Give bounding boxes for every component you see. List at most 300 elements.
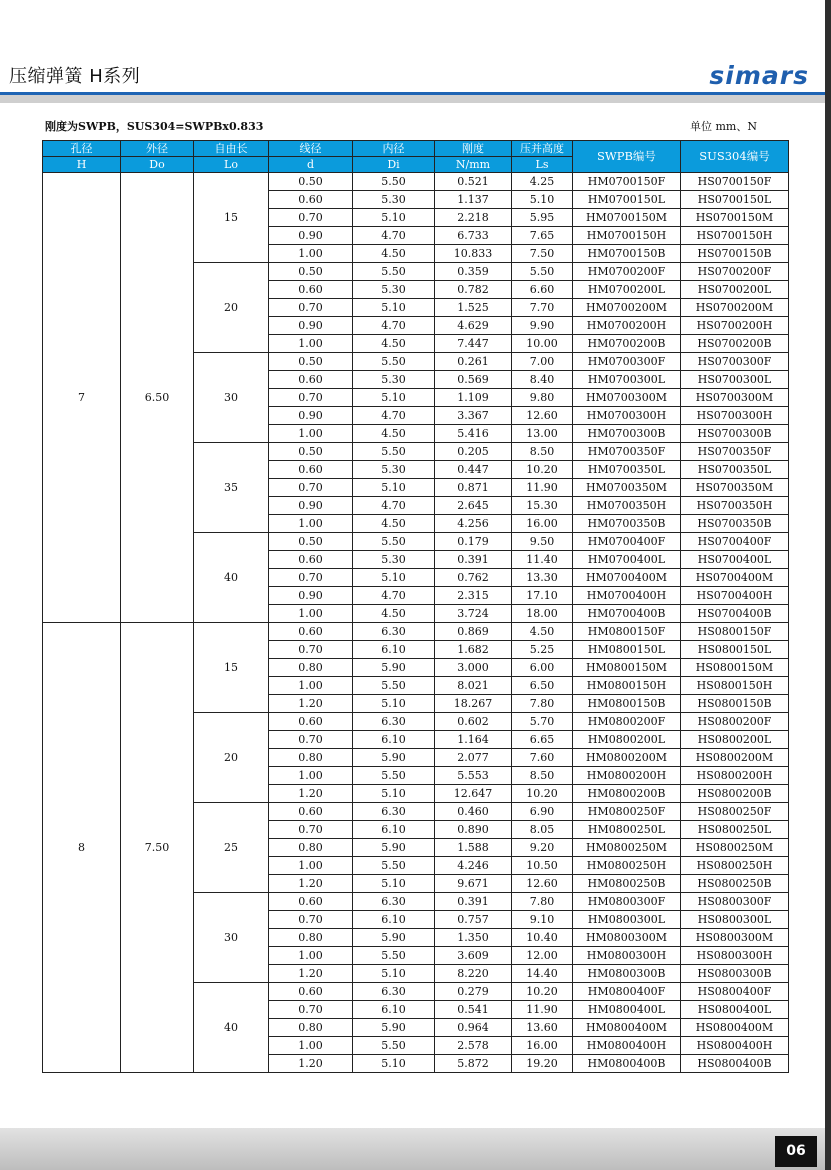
sus304-code-cell: HS0800250M xyxy=(681,839,789,857)
inner-diameter-cell: 5.90 xyxy=(353,659,435,677)
header-band xyxy=(0,95,825,103)
inner-diameter-cell: 5.10 xyxy=(353,299,435,317)
swpb-code-cell: HM0700150F xyxy=(573,173,681,191)
header-free-label: 自由长 xyxy=(194,141,269,157)
table-header xyxy=(43,141,789,173)
inner-diameter-cell: 6.30 xyxy=(353,623,435,641)
sus304-code-cell: HS0700150M xyxy=(681,209,789,227)
wire-diameter-cell: 0.70 xyxy=(269,821,353,839)
spring-rate-cell: 0.569 xyxy=(435,371,512,389)
inner-diameter-cell: 4.50 xyxy=(353,425,435,443)
spring-rate-cell: 1.164 xyxy=(435,731,512,749)
inner-diameter-cell: 5.10 xyxy=(353,1055,435,1073)
spring-rate-cell: 10.833 xyxy=(435,245,512,263)
wire-diameter-cell: 1.00 xyxy=(269,677,353,695)
spring-rate-cell: 0.521 xyxy=(435,173,512,191)
wire-diameter-cell: 1.00 xyxy=(269,245,353,263)
spring-rate-cell: 0.261 xyxy=(435,353,512,371)
spring-rate-cell: 0.391 xyxy=(435,551,512,569)
free-length-cell: 20 xyxy=(194,263,269,353)
swpb-code-cell: HM0800400H xyxy=(573,1037,681,1055)
swpb-code-cell: HM0800150F xyxy=(573,623,681,641)
wire-diameter-cell: 0.50 xyxy=(269,443,353,461)
spring-rate-cell: 1.682 xyxy=(435,641,512,659)
swpb-code-cell: HM0800400B xyxy=(573,1055,681,1073)
swpb-code-cell: HM0700150B xyxy=(573,245,681,263)
header-inner-label: 内径 xyxy=(353,141,435,157)
swpb-code-cell: HM0800250H xyxy=(573,857,681,875)
swpb-code-cell: HM0800250L xyxy=(573,821,681,839)
sus304-code-cell: HS0800400H xyxy=(681,1037,789,1055)
spring-rate-cell: 0.541 xyxy=(435,1001,512,1019)
solid-height-cell: 4.50 xyxy=(512,623,573,641)
inner-diameter-cell: 4.50 xyxy=(353,335,435,353)
sus304-code-cell: HS0800400B xyxy=(681,1055,789,1073)
swpb-code-cell: HM0700400B xyxy=(573,605,681,623)
swpb-code-cell: HM0800300M xyxy=(573,929,681,947)
solid-height-cell: 11.90 xyxy=(512,1001,573,1019)
spring-rate-cell: 4.256 xyxy=(435,515,512,533)
spring-rate-cell: 0.871 xyxy=(435,479,512,497)
inner-diameter-cell: 5.10 xyxy=(353,209,435,227)
inner-diameter-cell: 6.30 xyxy=(353,893,435,911)
spring-rate-cell: 1.350 xyxy=(435,929,512,947)
solid-height-cell: 16.00 xyxy=(512,515,573,533)
swpb-code-cell: HM0800300L xyxy=(573,911,681,929)
spring-rate-cell: 8.220 xyxy=(435,965,512,983)
solid-height-cell: 10.20 xyxy=(512,461,573,479)
hole-diameter-cell: 8 xyxy=(43,623,121,1073)
solid-height-cell: 5.70 xyxy=(512,713,573,731)
solid-height-cell: 6.65 xyxy=(512,731,573,749)
sus304-code-cell: HS0800250B xyxy=(681,875,789,893)
free-length-cell: 15 xyxy=(194,623,269,713)
solid-height-cell: 11.40 xyxy=(512,551,573,569)
page-number: 06 xyxy=(775,1136,817,1167)
swpb-code-cell: HM0700300B xyxy=(573,425,681,443)
solid-height-cell: 7.60 xyxy=(512,749,573,767)
swpb-code-cell: HM0700200H xyxy=(573,317,681,335)
sus304-code-cell: HS0800200B xyxy=(681,785,789,803)
wire-diameter-cell: 0.60 xyxy=(269,281,353,299)
solid-height-cell: 6.90 xyxy=(512,803,573,821)
free-length-cell: 25 xyxy=(194,803,269,893)
spring-rate-cell: 18.267 xyxy=(435,695,512,713)
wire-diameter-cell: 0.60 xyxy=(269,371,353,389)
wire-diameter-cell: 1.00 xyxy=(269,425,353,443)
wire-diameter-cell: 0.60 xyxy=(269,803,353,821)
header-rate-symbol: N/mm xyxy=(435,157,512,173)
spring-rate-cell: 5.872 xyxy=(435,1055,512,1073)
spring-rate-cell: 1.109 xyxy=(435,389,512,407)
wire-diameter-cell: 1.00 xyxy=(269,335,353,353)
wire-diameter-cell: 1.20 xyxy=(269,695,353,713)
sus304-code-cell: HS0700300L xyxy=(681,371,789,389)
page-footer xyxy=(0,1128,825,1170)
spring-rate-cell: 2.315 xyxy=(435,587,512,605)
swpb-code-cell: HM0700300H xyxy=(573,407,681,425)
wire-diameter-cell: 0.80 xyxy=(269,1019,353,1037)
sus304-code-cell: HS0700200F xyxy=(681,263,789,281)
spring-rate-cell: 0.205 xyxy=(435,443,512,461)
header-outer-label: 外径 xyxy=(121,141,194,157)
free-length-cell: 20 xyxy=(194,713,269,803)
swpb-code-cell: HM0800250F xyxy=(573,803,681,821)
spring-rate-cell: 6.733 xyxy=(435,227,512,245)
wire-diameter-cell: 0.70 xyxy=(269,641,353,659)
swpb-code-cell: HM0800150H xyxy=(573,677,681,695)
wire-diameter-cell: 0.70 xyxy=(269,569,353,587)
swpb-code-cell: HM0800400F xyxy=(573,983,681,1001)
solid-height-cell: 9.20 xyxy=(512,839,573,857)
swpb-code-cell: HM0800300F xyxy=(573,893,681,911)
sus304-code-cell: HS0700300M xyxy=(681,389,789,407)
right-edge-bar xyxy=(825,0,831,1170)
sus304-code-cell: HS0700200L xyxy=(681,281,789,299)
sus304-code-cell: HS0700400F xyxy=(681,533,789,551)
swpb-code-cell: HM0700350L xyxy=(573,461,681,479)
wire-diameter-cell: 1.20 xyxy=(269,785,353,803)
solid-height-cell: 6.60 xyxy=(512,281,573,299)
solid-height-cell: 12.60 xyxy=(512,407,573,425)
page-header xyxy=(0,55,825,95)
spring-rate-cell: 5.553 xyxy=(435,767,512,785)
inner-diameter-cell: 5.30 xyxy=(353,281,435,299)
wire-diameter-cell: 0.60 xyxy=(269,623,353,641)
swpb-code-cell: HM0700150L xyxy=(573,191,681,209)
spring-rate-cell: 1.588 xyxy=(435,839,512,857)
sus304-code-cell: HS0800150H xyxy=(681,677,789,695)
solid-height-cell: 13.30 xyxy=(512,569,573,587)
wire-diameter-cell: 0.90 xyxy=(269,407,353,425)
swpb-code-cell: HM0700400F xyxy=(573,533,681,551)
spring-rate-cell: 0.359 xyxy=(435,263,512,281)
wire-diameter-cell: 0.90 xyxy=(269,587,353,605)
inner-diameter-cell: 5.10 xyxy=(353,695,435,713)
sus304-code-cell: HS0800150L xyxy=(681,641,789,659)
header-wire-symbol: d xyxy=(269,157,353,173)
sus304-code-cell: HS0800200M xyxy=(681,749,789,767)
solid-height-cell: 6.00 xyxy=(512,659,573,677)
wire-diameter-cell: 1.00 xyxy=(269,857,353,875)
solid-height-cell: 8.40 xyxy=(512,371,573,389)
spring-rate-cell: 3.000 xyxy=(435,659,512,677)
wire-diameter-cell: 0.80 xyxy=(269,659,353,677)
wire-diameter-cell: 1.00 xyxy=(269,1037,353,1055)
solid-height-cell: 14.40 xyxy=(512,965,573,983)
inner-diameter-cell: 4.50 xyxy=(353,245,435,263)
sus304-code-cell: HS0800200H xyxy=(681,767,789,785)
wire-diameter-cell: 0.70 xyxy=(269,1001,353,1019)
wire-diameter-cell: 1.00 xyxy=(269,767,353,785)
spring-rate-cell: 0.964 xyxy=(435,1019,512,1037)
sus304-code-cell: HS0800300H xyxy=(681,947,789,965)
sus304-code-cell: HS0800300F xyxy=(681,893,789,911)
solid-height-cell: 16.00 xyxy=(512,1037,573,1055)
sus304-code-cell: HS0700150H xyxy=(681,227,789,245)
inner-diameter-cell: 4.50 xyxy=(353,605,435,623)
solid-height-cell: 8.50 xyxy=(512,767,573,785)
wire-diameter-cell: 0.90 xyxy=(269,317,353,335)
sus304-code-cell: HS0700200M xyxy=(681,299,789,317)
wire-diameter-cell: 0.80 xyxy=(269,839,353,857)
solid-height-cell: 10.00 xyxy=(512,335,573,353)
wire-diameter-cell: 0.80 xyxy=(269,749,353,767)
wire-diameter-cell: 1.00 xyxy=(269,605,353,623)
sus304-code-cell: HS0700350L xyxy=(681,461,789,479)
swpb-code-cell: HM0800200M xyxy=(573,749,681,767)
swpb-code-cell: HM0800150L xyxy=(573,641,681,659)
free-length-cell: 30 xyxy=(194,353,269,443)
sus304-code-cell: HS0700150B xyxy=(681,245,789,263)
solid-height-cell: 10.40 xyxy=(512,929,573,947)
solid-height-cell: 10.20 xyxy=(512,785,573,803)
free-length-cell: 35 xyxy=(194,443,269,533)
inner-diameter-cell: 5.30 xyxy=(353,461,435,479)
swpb-code-cell: HM0700200F xyxy=(573,263,681,281)
spring-rate-cell: 3.724 xyxy=(435,605,512,623)
wire-diameter-cell: 0.60 xyxy=(269,551,353,569)
swpb-code-cell: HM0800300H xyxy=(573,947,681,965)
solid-height-cell: 15.30 xyxy=(512,497,573,515)
sus304-code-cell: HS0700400M xyxy=(681,569,789,587)
inner-diameter-cell: 5.10 xyxy=(353,785,435,803)
inner-diameter-cell: 6.30 xyxy=(353,983,435,1001)
inner-diameter-cell: 5.10 xyxy=(353,389,435,407)
sus304-code-cell: HS0800300M xyxy=(681,929,789,947)
inner-diameter-cell: 5.50 xyxy=(353,353,435,371)
solid-height-cell: 13.00 xyxy=(512,425,573,443)
stiffness-note: 刚度为SWPB，SUS304=SWPBx0.833 xyxy=(45,120,264,133)
inner-diameter-cell: 6.10 xyxy=(353,821,435,839)
header-outer-symbol: Do xyxy=(121,157,194,173)
sus304-code-cell: HS0800300L xyxy=(681,911,789,929)
solid-height-cell: 9.50 xyxy=(512,533,573,551)
sus304-code-cell: HS0800400M xyxy=(681,1019,789,1037)
inner-diameter-cell: 5.90 xyxy=(353,929,435,947)
spring-rate-cell: 9.671 xyxy=(435,875,512,893)
table-row xyxy=(43,623,789,641)
brand-logo: simars xyxy=(709,61,809,90)
inner-diameter-cell: 5.10 xyxy=(353,875,435,893)
swpb-code-cell: HM0700400M xyxy=(573,569,681,587)
swpb-code-cell: HM0800300B xyxy=(573,965,681,983)
sus304-code-cell: HS0800250F xyxy=(681,803,789,821)
spring-rate-cell: 5.416 xyxy=(435,425,512,443)
inner-diameter-cell: 4.50 xyxy=(353,515,435,533)
outer-diameter-cell: 7.50 xyxy=(121,623,194,1073)
swpb-code-cell: HM0700350F xyxy=(573,443,681,461)
wire-diameter-cell: 0.60 xyxy=(269,461,353,479)
solid-height-cell: 17.10 xyxy=(512,587,573,605)
solid-height-cell: 5.95 xyxy=(512,209,573,227)
solid-height-cell: 7.00 xyxy=(512,353,573,371)
swpb-code-cell: HM0700350H xyxy=(573,497,681,515)
spring-rate-cell: 4.629 xyxy=(435,317,512,335)
spring-rate-cell: 0.279 xyxy=(435,983,512,1001)
swpb-code-cell: HM0700200B xyxy=(573,335,681,353)
header-hole-symbol: H xyxy=(43,157,121,173)
inner-diameter-cell: 5.30 xyxy=(353,551,435,569)
wire-diameter-cell: 0.80 xyxy=(269,929,353,947)
wire-diameter-cell: 1.20 xyxy=(269,1055,353,1073)
sus304-code-cell: HS0800200L xyxy=(681,731,789,749)
spring-rate-cell: 0.757 xyxy=(435,911,512,929)
swpb-code-cell: HM0800250B xyxy=(573,875,681,893)
wire-diameter-cell: 0.50 xyxy=(269,353,353,371)
spring-rate-cell: 2.578 xyxy=(435,1037,512,1055)
wire-diameter-cell: 0.90 xyxy=(269,227,353,245)
swpb-code-cell: HM0700300L xyxy=(573,371,681,389)
wire-diameter-cell: 0.70 xyxy=(269,911,353,929)
solid-height-cell: 8.05 xyxy=(512,821,573,839)
inner-diameter-cell: 6.10 xyxy=(353,731,435,749)
swpb-code-cell: HM0700300F xyxy=(573,353,681,371)
inner-diameter-cell: 4.70 xyxy=(353,407,435,425)
spring-rate-cell: 12.647 xyxy=(435,785,512,803)
header-rate-label: 刚度 xyxy=(435,141,512,157)
spring-spec-table xyxy=(42,140,789,1073)
sus304-code-cell: HS0800150B xyxy=(681,695,789,713)
sus304-code-cell: HS0700300F xyxy=(681,353,789,371)
inner-diameter-cell: 5.50 xyxy=(353,857,435,875)
wire-diameter-cell: 1.00 xyxy=(269,947,353,965)
inner-diameter-cell: 4.70 xyxy=(353,497,435,515)
wire-diameter-cell: 0.50 xyxy=(269,263,353,281)
solid-height-cell: 5.50 xyxy=(512,263,573,281)
swpb-code-cell: HM0700150H xyxy=(573,227,681,245)
solid-height-cell: 13.60 xyxy=(512,1019,573,1037)
inner-diameter-cell: 6.10 xyxy=(353,911,435,929)
spring-rate-cell: 0.762 xyxy=(435,569,512,587)
solid-height-cell: 7.65 xyxy=(512,227,573,245)
sus304-code-cell: HS0800400F xyxy=(681,983,789,1001)
header-hole-label: 孔径 xyxy=(43,141,121,157)
swpb-code-cell: HM0700200M xyxy=(573,299,681,317)
outer-diameter-cell: 6.50 xyxy=(121,173,194,623)
sus304-code-cell: HS0700200H xyxy=(681,317,789,335)
spring-rate-cell: 7.447 xyxy=(435,335,512,353)
swpb-code-cell: HM0700400H xyxy=(573,587,681,605)
swpb-code-cell: HM0800200L xyxy=(573,731,681,749)
sus304-code-cell: HS0700300H xyxy=(681,407,789,425)
table-row xyxy=(43,173,789,191)
inner-diameter-cell: 5.50 xyxy=(353,1037,435,1055)
spring-rate-cell: 1.525 xyxy=(435,299,512,317)
solid-height-cell: 12.60 xyxy=(512,875,573,893)
swpb-code-cell: HM0700350M xyxy=(573,479,681,497)
sus304-code-cell: HS0700300B xyxy=(681,425,789,443)
hole-diameter-cell: 7 xyxy=(43,173,121,623)
solid-height-cell: 10.50 xyxy=(512,857,573,875)
solid-height-cell: 9.10 xyxy=(512,911,573,929)
spring-rate-cell: 1.137 xyxy=(435,191,512,209)
inner-diameter-cell: 5.50 xyxy=(353,443,435,461)
sus304-code-cell: HS0700350F xyxy=(681,443,789,461)
inner-diameter-cell: 5.10 xyxy=(353,965,435,983)
spring-rate-cell: 0.447 xyxy=(435,461,512,479)
solid-height-cell: 10.20 xyxy=(512,983,573,1001)
wire-diameter-cell: 0.70 xyxy=(269,731,353,749)
sus304-code-cell: HS0700150F xyxy=(681,173,789,191)
wire-diameter-cell: 0.50 xyxy=(269,173,353,191)
inner-diameter-cell: 6.10 xyxy=(353,641,435,659)
sus304-code-cell: HS0700350B xyxy=(681,515,789,533)
swpb-code-cell: HM0700300M xyxy=(573,389,681,407)
spring-rate-cell: 3.367 xyxy=(435,407,512,425)
solid-height-cell: 7.50 xyxy=(512,245,573,263)
swpb-code-cell: HM0800200H xyxy=(573,767,681,785)
header-sus: SUS304编号 xyxy=(681,141,789,173)
wire-diameter-cell: 0.60 xyxy=(269,191,353,209)
solid-height-cell: 7.80 xyxy=(512,893,573,911)
page-title: 压缩弹簧 H系列 xyxy=(9,66,141,87)
wire-diameter-cell: 0.50 xyxy=(269,533,353,551)
spring-rate-cell: 4.246 xyxy=(435,857,512,875)
free-length-cell: 15 xyxy=(194,173,269,263)
table-body xyxy=(43,173,789,1073)
spring-rate-cell: 8.021 xyxy=(435,677,512,695)
sus304-code-cell: HS0800150F xyxy=(681,623,789,641)
free-length-cell: 30 xyxy=(194,893,269,983)
swpb-code-cell: HM0800150M xyxy=(573,659,681,677)
wire-diameter-cell: 1.00 xyxy=(269,515,353,533)
spring-rate-cell: 2.645 xyxy=(435,497,512,515)
sus304-code-cell: HS0700400L xyxy=(681,551,789,569)
swpb-code-cell: HM0800250M xyxy=(573,839,681,857)
header-solid-symbol: Ls xyxy=(512,157,573,173)
inner-diameter-cell: 4.70 xyxy=(353,227,435,245)
spring-rate-cell: 0.179 xyxy=(435,533,512,551)
inner-diameter-cell: 5.90 xyxy=(353,1019,435,1037)
swpb-code-cell: HM0800400L xyxy=(573,1001,681,1019)
inner-diameter-cell: 5.90 xyxy=(353,749,435,767)
solid-height-cell: 12.00 xyxy=(512,947,573,965)
wire-diameter-cell: 1.20 xyxy=(269,965,353,983)
inner-diameter-cell: 5.50 xyxy=(353,947,435,965)
sus304-code-cell: HS0800200F xyxy=(681,713,789,731)
solid-height-cell: 7.80 xyxy=(512,695,573,713)
swpb-code-cell: HM0700400L xyxy=(573,551,681,569)
sus304-code-cell: HS0700400B xyxy=(681,605,789,623)
spring-rate-cell: 0.890 xyxy=(435,821,512,839)
swpb-code-cell: HM0700150M xyxy=(573,209,681,227)
inner-diameter-cell: 5.50 xyxy=(353,677,435,695)
solid-height-cell: 11.90 xyxy=(512,479,573,497)
sus304-code-cell: HS0700200B xyxy=(681,335,789,353)
inner-diameter-cell: 5.50 xyxy=(353,533,435,551)
sus304-code-cell: HS0800250L xyxy=(681,821,789,839)
inner-diameter-cell: 4.70 xyxy=(353,587,435,605)
spring-rate-cell: 0.782 xyxy=(435,281,512,299)
free-length-cell: 40 xyxy=(194,533,269,623)
free-length-cell: 40 xyxy=(194,983,269,1073)
spring-rate-cell: 0.391 xyxy=(435,893,512,911)
wire-diameter-cell: 0.60 xyxy=(269,893,353,911)
wire-diameter-cell: 0.70 xyxy=(269,389,353,407)
solid-height-cell: 7.70 xyxy=(512,299,573,317)
wire-diameter-cell: 0.70 xyxy=(269,479,353,497)
wire-diameter-cell: 0.70 xyxy=(269,209,353,227)
wire-diameter-cell: 1.20 xyxy=(269,875,353,893)
inner-diameter-cell: 5.30 xyxy=(353,371,435,389)
solid-height-cell: 6.50 xyxy=(512,677,573,695)
header-wire-label: 线径 xyxy=(269,141,353,157)
spring-rate-cell: 0.869 xyxy=(435,623,512,641)
inner-diameter-cell: 5.50 xyxy=(353,263,435,281)
sus304-code-cell: HS0700400H xyxy=(681,587,789,605)
inner-diameter-cell: 6.30 xyxy=(353,803,435,821)
